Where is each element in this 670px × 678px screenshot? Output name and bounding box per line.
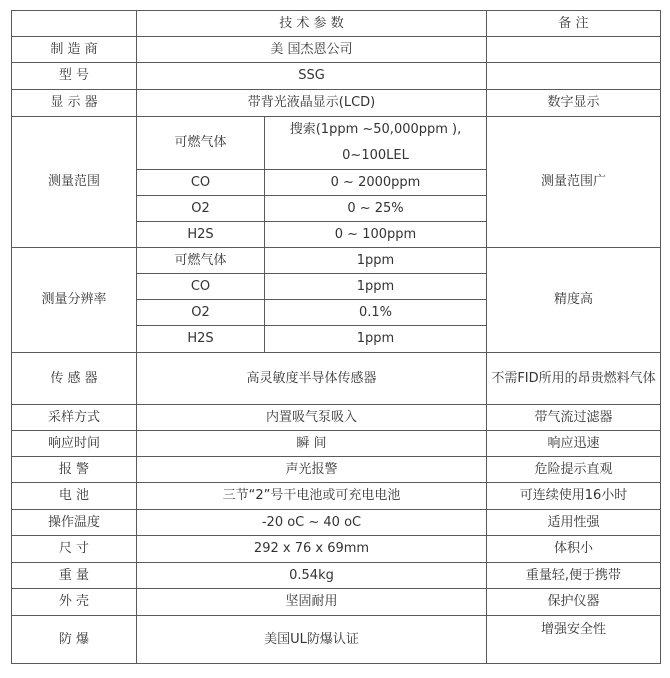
row-maker xyxy=(12,37,661,63)
value-sensor: 高灵敏度半导体传感器 xyxy=(137,353,487,405)
header-params: 技 术 参 数 xyxy=(137,11,487,37)
note-response: 响应迅速 xyxy=(487,431,661,457)
label-sensor: 传 感 器 xyxy=(12,353,137,405)
row-sampling xyxy=(12,405,661,431)
note-range: 测量范围广 xyxy=(487,117,661,248)
label-alarm: 报 警 xyxy=(12,457,137,483)
resolution-value-4: 1ppm xyxy=(265,326,487,353)
value-response: 瞬 间 xyxy=(137,431,487,457)
header-blank xyxy=(12,11,137,37)
note-explosion: 增强安全性 xyxy=(487,616,661,664)
note-shell: 保护仪器 xyxy=(487,589,661,616)
spec-table xyxy=(11,10,661,664)
note-weight: 重量轻,便于携带 xyxy=(487,563,661,589)
note-resolution: 精度高 xyxy=(487,248,661,353)
label-temp: 操作温度 xyxy=(12,510,137,536)
value-display: 带背光液晶显示(LCD) xyxy=(137,90,487,117)
resolution-gas-3: O2 xyxy=(137,300,265,326)
note-battery: 可连续使用16小时 xyxy=(487,483,661,510)
resolution-gas-4: H2S xyxy=(137,326,265,353)
note-alarm: 危险提示直观 xyxy=(487,457,661,483)
row-display xyxy=(12,90,661,117)
label-display: 显 示 器 xyxy=(12,90,137,117)
label-response: 响应时间 xyxy=(12,431,137,457)
row-battery xyxy=(12,483,661,510)
note-sampling: 带气流过滤器 xyxy=(487,405,661,431)
resolution-value-3: 0.1% xyxy=(265,300,487,326)
range-gas-4: H2S xyxy=(137,222,265,248)
row-sensor xyxy=(12,353,661,405)
label-shell: 外 壳 xyxy=(12,589,137,616)
resolution-gas-2: CO xyxy=(137,274,265,300)
value-alarm: 声光报警 xyxy=(137,457,487,483)
label-explosion: 防 爆 xyxy=(12,616,137,664)
label-size: 尺 寸 xyxy=(12,536,137,563)
note-maker xyxy=(487,37,661,63)
value-size: 292 x 76 x 69mm xyxy=(137,536,487,563)
row-response xyxy=(12,431,661,457)
row-size xyxy=(12,536,661,563)
label-weight: 重 量 xyxy=(12,563,137,589)
note-temp: 适用性强 xyxy=(487,510,661,536)
note-size: 体积小 xyxy=(487,536,661,563)
resolution-gas-1: 可燃气体 xyxy=(137,248,265,274)
range-gas-3: O2 xyxy=(137,196,265,222)
value-battery: 三节“2”号干电池或可充电电池 xyxy=(137,483,487,510)
value-weight: 0.54kg xyxy=(137,563,487,589)
value-sampling: 内置吸气泵吸入 xyxy=(137,405,487,431)
range-gas-2: CO xyxy=(137,170,265,196)
row-range-1 xyxy=(12,117,661,170)
value-maker: 美 国杰恩公司 xyxy=(137,37,487,63)
range-gas-1: 可燃气体 xyxy=(137,117,265,170)
resolution-value-2: 1ppm xyxy=(265,274,487,300)
row-resolution-1 xyxy=(12,248,661,274)
row-model xyxy=(12,63,661,90)
label-battery: 电 池 xyxy=(12,483,137,510)
row-shell xyxy=(12,589,661,616)
range-value-3: 0 ~ 25% xyxy=(265,196,487,222)
note-sensor: 不需FID所用的昂贵燃料气体 xyxy=(487,353,661,405)
value-shell: 坚固耐用 xyxy=(137,589,487,616)
note-model xyxy=(487,63,661,90)
range-value-2: 0 ~ 2000ppm xyxy=(265,170,487,196)
note-display: 数字显示 xyxy=(487,90,661,117)
header-notes: 备 注 xyxy=(487,11,661,37)
value-explosion: 美国UL防爆认证 xyxy=(137,616,487,664)
range-value-4: 0 ~ 100ppm xyxy=(265,222,487,248)
label-resolution: 测量分辨率 xyxy=(12,248,137,353)
row-alarm xyxy=(12,457,661,483)
label-model: 型 号 xyxy=(12,63,137,90)
row-explosion xyxy=(12,616,661,664)
range-value-1: 搜索(1ppm ~50,000ppm ), 0~100LEL xyxy=(265,117,487,170)
value-model: SSG xyxy=(137,63,487,90)
label-range: 测量范围 xyxy=(12,117,137,248)
resolution-value-1: 1ppm xyxy=(265,248,487,274)
header-row xyxy=(12,11,661,37)
label-sampling: 采样方式 xyxy=(12,405,137,431)
row-weight xyxy=(12,563,661,589)
row-temp xyxy=(12,510,661,536)
value-temp: -20 oC ~ 40 oC xyxy=(137,510,487,536)
label-maker: 制 造 商 xyxy=(12,37,137,63)
